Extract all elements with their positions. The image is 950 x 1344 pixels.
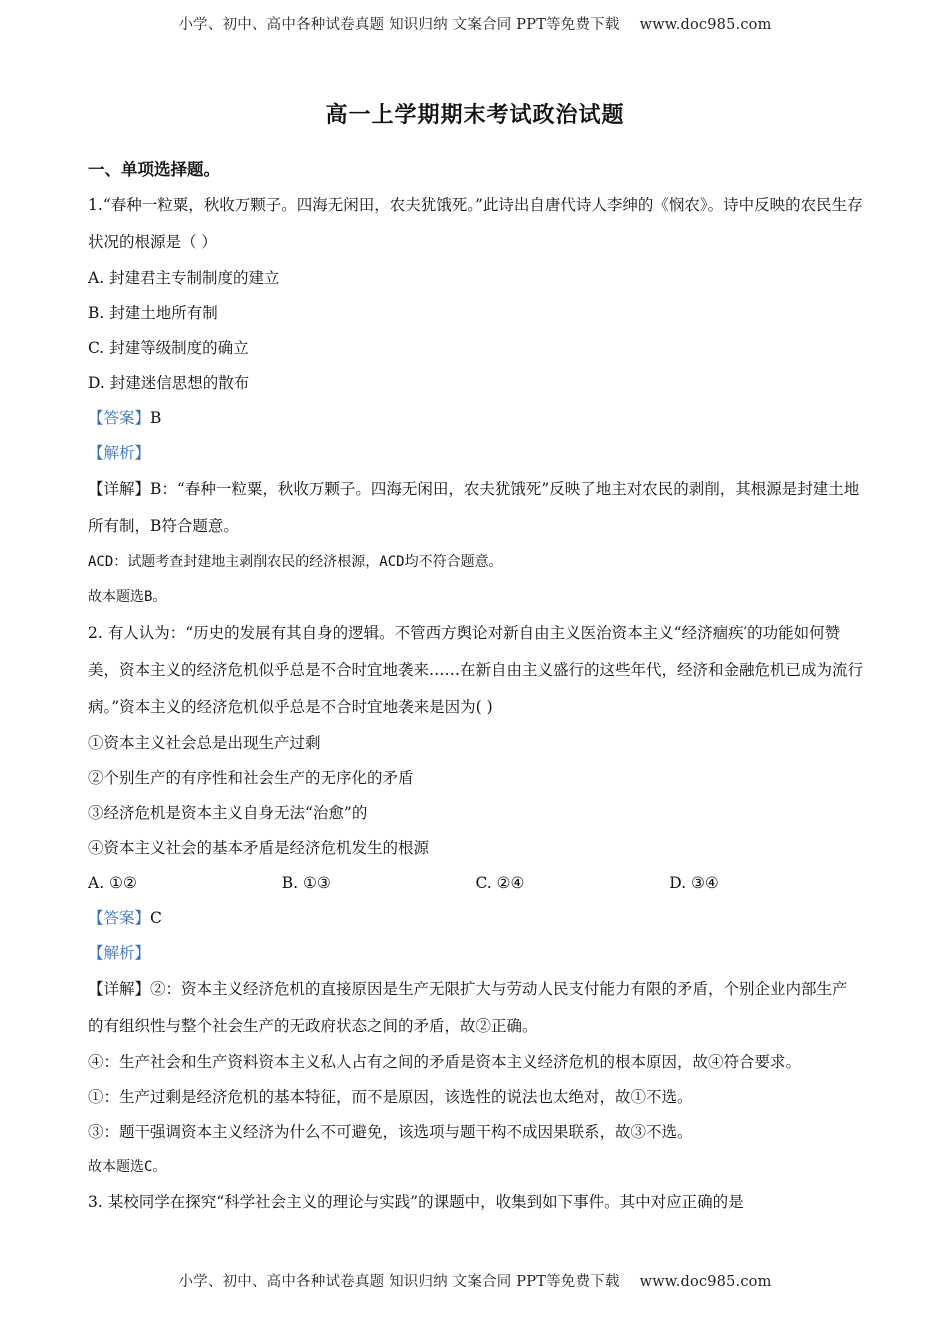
footer-text: 小学、初中、高中各种试卷真题 知识归纳 文案合同 PPT等免费下载 <box>178 1274 620 1290</box>
q2-item-1: ①资本主义社会总是出现生产过剩 <box>88 734 321 752</box>
q1-analysis-tag: 【解析】 <box>88 444 151 462</box>
q2-answer <box>88 901 863 936</box>
q2-options <box>88 866 863 901</box>
q2-note-4: ④：生产社会和生产资料资本主义私人占有之间的矛盾是资本主义经济危机的根本原因，故④符合要求。 <box>88 1053 802 1071</box>
q1-stem: 1.“春种一粒粟，秋收万颗子。四海无闲田，农夫犹饿死。”此诗出自唐代诗人李绅的《悯农》。诗中反映的农民生存状况的根源是（ ） <box>88 196 863 251</box>
q3-stem: 3. 某校同学在探究“科学社会主义的理论与实践”的课题中，收集到如下事件。其中对应正确的是 <box>88 1193 744 1211</box>
q2-note-3: ③：题干强调资本主义经济为什么不可避免，该选项与题干构不成因果联系，故③不选。 <box>88 1123 693 1141</box>
answer-tag: 【答案】 <box>88 909 151 927</box>
q2-item-2: ②个别生产的有序性和社会生产的无序化的矛盾 <box>88 769 414 787</box>
page-title: 高一上学期期末考试政治试题 <box>325 102 625 128</box>
page-header <box>0 13 950 34</box>
section-heading: 一、单项选择题。 <box>88 160 220 179</box>
q2-option-d: D. ③④ <box>669 874 719 892</box>
q2-stem: 2. 有人认为：“历史的发展有其自身的逻辑。不管西方舆论对新自由主义医治资本主义“经济痼疾′的功能如何赞美，资本主义的经济危机似乎总是不合时宜地袭来……在新自由主义盛行的这些年代，经济和金融危机已成为流行病。”资本主义的经济危机似乎总是不合时宜地袭来是因为( ) <box>88 624 864 716</box>
q2-analysis-tag: 【解析】 <box>88 944 151 962</box>
detail-tag: 【详解】 <box>88 980 151 998</box>
answer-value: B <box>150 409 162 427</box>
q1-option-c: C. 封建等级制度的确立 <box>88 339 249 357</box>
q2-option-a: A. ①② <box>88 874 137 892</box>
footer-site[interactable]: www.doc985.com <box>639 1274 772 1290</box>
answer-tag: 【答案】 <box>88 409 151 427</box>
q2-item-3: ③经济危机是资本主义自身无法“治愈”的 <box>88 804 368 822</box>
q2-detail <box>88 971 863 1045</box>
q2-option-c: C. ②④ <box>475 874 525 892</box>
header-text: 小学、初中、高中各种试卷真题 知识归纳 文案合同 PPT等免费下载 <box>178 17 620 33</box>
q1-note: ACD：试题考查封建地主剥削农民的经济根源，ACD均不符合题意。 <box>88 554 503 570</box>
detail-tag: 【详解】 <box>88 480 151 498</box>
q1-answer <box>88 401 863 436</box>
q2-note-1: ①：生产过剩是经济危机的基本特征，而不是原因，该选性的说法也太绝对，故①不选。 <box>88 1088 693 1106</box>
q1-option-b: B. 封建土地所有制 <box>88 304 218 322</box>
answer-value: C <box>150 909 162 927</box>
q1-detail <box>88 471 863 545</box>
detail-text: ②：资本主义经济危机的直接原因是生产无限扩大与劳动人民支付能力有限的矛盾，个别企业内部生产的有组织性与整个社会生产的无政府状态之间的矛盾，故②正确。 <box>88 980 848 1035</box>
q1-conclusion: 故本题选B。 <box>88 589 167 605</box>
detail-text: B：“春种一粒粟，秋收万颗子。四海无闲田，农夫犹饿死”反映了地主对农民的剥削，其根源是封建土地所有制，B符合题意。 <box>88 480 860 535</box>
q2-item-4: ④资本主义社会的基本矛盾是经济危机发生的根源 <box>88 839 430 857</box>
q1-option-a: A. 封建君主专制制度的建立 <box>88 269 280 287</box>
header-site[interactable]: www.doc985.com <box>639 17 772 33</box>
exam-content <box>88 152 863 1220</box>
q2-option-b: B. ①③ <box>281 874 331 892</box>
q2-conclusion: 故本题选C。 <box>88 1159 167 1175</box>
q1-option-d: D. 封建迷信思想的散布 <box>88 374 250 392</box>
page-footer <box>0 1270 950 1291</box>
